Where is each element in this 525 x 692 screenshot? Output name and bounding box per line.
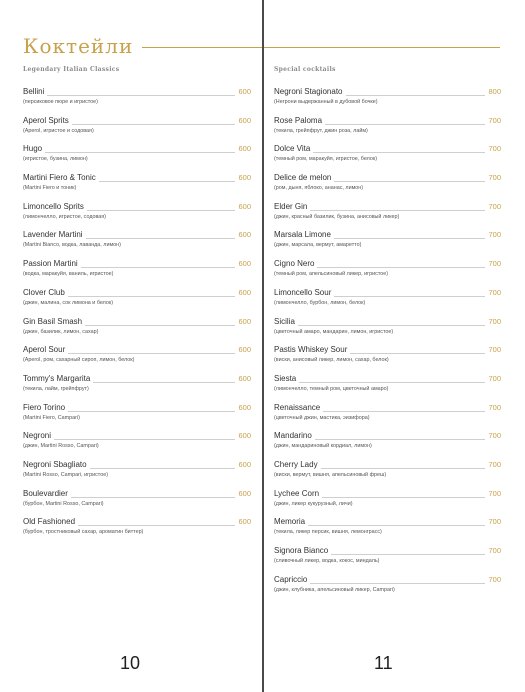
cocktail-name: Negroni Stagionato	[274, 87, 343, 96]
cocktail-name: Signora Bianco	[274, 546, 329, 555]
cocktail-price: 800	[488, 87, 501, 96]
page-title: Коктейли	[23, 34, 134, 58]
cocktail-price: 600	[238, 173, 251, 183]
cocktail-price: 700	[488, 546, 501, 555]
cocktail-description: (темный ром, апельсиновый ликер, игристое)	[274, 271, 389, 278]
dotted-leader	[334, 238, 486, 239]
cocktail-name: Pastis Whiskey Sour	[274, 345, 348, 355]
cocktail-name: Dolce Vita	[274, 144, 311, 154]
dotted-leader	[315, 439, 486, 440]
cocktail-price: 700	[488, 488, 501, 498]
menu-item-row	[23, 373, 251, 384]
cocktail-price: 700	[488, 115, 501, 125]
menu-item	[274, 545, 501, 574]
menu-item-row	[274, 258, 501, 269]
dotted-leader	[334, 296, 485, 297]
cocktail-description: (бурбон, Martini Rosso, Campari)	[23, 500, 104, 507]
menu-item	[274, 316, 501, 345]
menu-item-row	[274, 459, 501, 470]
menu-item	[23, 86, 251, 115]
cocktail-price: 600	[238, 373, 251, 383]
cocktail-description: (джин, марсала, вермут, амаретто)	[274, 242, 362, 249]
cocktail-description: (Martini Fiero и тоник)	[23, 185, 77, 192]
menu-item-row	[23, 258, 251, 269]
page-number-left: 10	[120, 653, 141, 673]
cocktail-price: 700	[488, 287, 501, 297]
menu-item-row	[23, 459, 251, 470]
menu-item	[23, 344, 251, 373]
cocktail-price: 700	[488, 259, 501, 269]
right-page	[264, 0, 525, 692]
cocktail-description: (Martini Bianco, водка, лаванда, лимон)	[23, 242, 121, 249]
cocktail-name: Hugo	[23, 144, 43, 154]
dotted-leader	[54, 439, 235, 440]
menu-item-row	[274, 287, 501, 298]
menu-item	[274, 287, 501, 316]
cocktail-name: Boulevardier	[23, 488, 68, 498]
cocktail-description: (джин, красный базилик, бузина, анисовый ликер)	[274, 213, 400, 220]
menu-item	[274, 115, 501, 144]
section-title-special: Special cocktails	[274, 66, 336, 73]
cocktail-description: (Aperol, игристое и содовая)	[23, 127, 94, 134]
cocktail-name: Marsala Limone	[274, 230, 331, 240]
dotted-leader	[331, 554, 485, 555]
menu-item	[23, 287, 251, 316]
dotted-leader	[308, 525, 485, 526]
cocktail-price: 700	[488, 459, 501, 469]
menu-item-row	[23, 402, 251, 413]
cocktail-price: 600	[238, 230, 251, 240]
cocktail-name: Delice de melon	[274, 173, 332, 183]
cocktail-description: (водка, маракуйя, ваниль, игристое)	[23, 271, 114, 278]
menu-item	[274, 201, 501, 230]
menu-item	[23, 516, 251, 545]
dotted-leader	[325, 124, 485, 125]
cocktail-price: 700	[488, 201, 501, 211]
cocktail-name: Cigno Nero	[274, 259, 315, 269]
dotted-leader	[298, 325, 486, 326]
cocktail-price: 600	[238, 431, 251, 441]
menu-item-row	[274, 172, 501, 183]
dotted-leader	[45, 152, 235, 153]
cocktail-price: 700	[488, 431, 501, 441]
menu-item-row	[274, 201, 501, 212]
menu-item-row	[274, 115, 501, 126]
page-number-right: 11	[374, 653, 393, 673]
cocktail-name: Negroni Sbagliato	[23, 459, 87, 469]
cocktail-description: (виски, анисовый ликер, лимон, сахар, белок)	[274, 357, 389, 364]
cocktail-price: 700	[488, 173, 501, 183]
menu-item	[274, 172, 501, 201]
menu-item	[274, 488, 501, 517]
cocktail-price: 600	[238, 115, 251, 125]
cocktail-price: 700	[488, 144, 501, 154]
dotted-leader	[87, 210, 236, 211]
menu-item	[23, 229, 251, 258]
cocktail-price: 600	[238, 459, 251, 469]
menu-item-row	[23, 201, 251, 212]
dotted-leader	[93, 382, 235, 383]
dotted-leader	[68, 296, 236, 297]
dotted-leader	[71, 497, 236, 498]
cocktail-name: Gin Basil Smash	[23, 316, 83, 326]
menu-item	[23, 115, 251, 144]
menu-item	[274, 402, 501, 431]
cocktail-name: Clover Club	[23, 287, 65, 297]
dotted-leader	[321, 468, 486, 469]
menu-item-row	[274, 488, 501, 499]
cocktail-price: 700	[488, 574, 501, 584]
cocktail-description: (бурбон, тростниковый сахар, ароматин биттер)	[23, 529, 144, 536]
cocktail-price: 700	[488, 373, 501, 383]
cocktail-price: 700	[488, 345, 501, 355]
menu-item	[274, 86, 501, 115]
menu-item	[274, 459, 501, 488]
cocktail-description: (лимончелло, бурбон, лимон, белок)	[274, 299, 366, 306]
cocktail-price: 600	[238, 345, 251, 355]
dotted-leader	[322, 497, 485, 498]
cocktail-price: 700	[488, 230, 501, 240]
cocktail-name: Cherry Lady	[274, 459, 318, 469]
menu-item	[23, 430, 251, 459]
menu-item	[23, 172, 251, 201]
menu-item	[274, 373, 501, 402]
cocktail-name: Negroni	[23, 431, 52, 441]
cocktail-name: Aperol Sprits	[23, 115, 69, 125]
menu-item	[274, 143, 501, 172]
cocktail-description: (игристое, бузина, лимон)	[23, 156, 88, 163]
cocktail-description: (виски, вермут, вишня, апельсиновый фреш)	[274, 471, 387, 478]
cocktail-name: Rose Paloma	[274, 115, 323, 125]
dotted-leader	[310, 210, 485, 211]
dotted-leader	[350, 353, 485, 354]
cocktail-description: (джин, клубника, апельсиновый ликер, Campari)	[274, 586, 395, 593]
cocktail-name: Sicilia	[274, 316, 295, 326]
cocktail-description: (Aperol, ром, сахарный сироп, лимон, белок)	[23, 357, 135, 364]
cocktail-name: Limoncello Sprits	[23, 201, 84, 211]
cocktail-description: (джин, Martini Rosso, Campari)	[23, 443, 99, 450]
menu-item	[274, 258, 501, 287]
menu-item-row	[274, 516, 501, 527]
dotted-leader	[334, 181, 485, 182]
menu-item-row	[274, 430, 501, 441]
cocktail-price: 700	[488, 517, 501, 527]
menu-item-row	[23, 316, 251, 327]
cocktail-name: Capriccio	[274, 574, 308, 584]
menu-item-row	[23, 488, 251, 499]
cocktail-price: 600	[238, 287, 251, 297]
menu-item-row	[274, 86, 501, 97]
dotted-leader	[90, 468, 236, 469]
cocktail-description: (джин, базилик, лимон, сахар)	[23, 328, 99, 335]
menu-item-row	[23, 86, 251, 97]
menu-item-row	[23, 143, 251, 154]
cocktail-description: (Martini Rosso, Campari, игристое)	[23, 471, 108, 478]
cocktail-list-special	[274, 86, 501, 602]
cocktail-price: 700	[488, 402, 501, 412]
cocktail-name: Siesta	[274, 373, 297, 383]
cocktail-name: Lavender Martini	[23, 230, 83, 240]
cocktail-price: 600	[238, 144, 251, 154]
dotted-leader	[310, 583, 485, 584]
menu-item	[23, 143, 251, 172]
menu-item-row	[23, 516, 251, 527]
dotted-leader	[99, 181, 236, 182]
cocktail-name: Lychee Corn	[274, 488, 320, 498]
dotted-leader	[86, 238, 236, 239]
menu-item-row	[23, 172, 251, 183]
cocktail-name: Memoria	[274, 517, 306, 527]
cocktail-price: 600	[238, 517, 251, 527]
menu-item	[274, 516, 501, 545]
cocktail-price: 600	[238, 402, 251, 412]
dotted-leader	[68, 411, 235, 412]
cocktail-description: (цветочный амаро, мандарин, лимон, игристое)	[274, 328, 394, 335]
menu-item-row	[23, 115, 251, 126]
menu-item	[23, 258, 251, 287]
menu-item	[274, 430, 501, 459]
dotted-leader	[78, 525, 235, 526]
cocktail-name: Aperol Sour	[23, 345, 66, 355]
cocktail-description: (темный ром, маракуйя, игристое, белок)	[274, 156, 377, 163]
dotted-leader	[47, 95, 235, 96]
menu-item-row	[23, 287, 251, 298]
section-title-classics: Legendary Italian Classics	[23, 66, 120, 73]
menu-item	[23, 459, 251, 488]
cocktail-description: (джин, мандариновый кордиал, лимон)	[274, 443, 372, 450]
dotted-leader	[68, 353, 235, 354]
menu-item-row	[274, 402, 501, 413]
cocktail-name: Bellini	[23, 87, 45, 96]
dotted-leader	[346, 95, 486, 96]
cocktail-description: (сливочный ликер, водка, кокос, миндаль)	[274, 558, 380, 564]
menu-item-row	[274, 229, 501, 240]
title-rule	[142, 47, 262, 48]
cocktail-price: 600	[238, 259, 251, 269]
cocktail-price: 600	[238, 488, 251, 498]
menu-item	[274, 574, 501, 603]
cocktail-description: (цветочный джин, мастика, эизифора)	[274, 414, 370, 421]
menu-item-row	[274, 545, 501, 556]
menu-item-row	[23, 229, 251, 240]
left-page	[0, 0, 262, 692]
cocktail-description: (персиковое пюре и игристое)	[23, 99, 98, 105]
cocktail-description: (текила, лайм, грейпфрут)	[23, 385, 89, 392]
cocktail-name: Old Fashioned	[23, 517, 76, 527]
cocktail-description: (джин, малина, сок лимона и белок)	[23, 299, 114, 306]
cocktail-description: (текила, ликер персик, вишня, лемонграсс)	[274, 529, 382, 536]
dotted-leader	[313, 152, 485, 153]
title-rule-right	[264, 47, 500, 48]
menu-item	[23, 402, 251, 431]
cocktail-name: Tommy's Margarita	[23, 373, 91, 383]
dotted-leader	[81, 267, 236, 268]
dotted-leader	[323, 411, 485, 412]
cocktail-price: 600	[238, 201, 251, 211]
dotted-leader	[317, 267, 485, 268]
cocktail-name: Renaissance	[274, 402, 321, 412]
menu-item-row	[274, 143, 501, 154]
menu-item	[274, 344, 501, 373]
cocktail-description: (Martini Fiero, Campari)	[23, 414, 80, 421]
dotted-leader	[299, 382, 485, 383]
cocktail-description: (Негрони выдержанный в дубовой бочке)	[274, 99, 378, 105]
cocktail-name: Limoncello Sour	[274, 287, 332, 297]
cocktail-description: (лимончелло, темный ром, цветочный амаро)	[274, 385, 389, 392]
menu-item-row	[274, 373, 501, 384]
menu-item	[23, 201, 251, 230]
menu-item	[23, 316, 251, 345]
cocktail-name: Fiero Torino	[23, 402, 66, 412]
cocktail-name: Elder Gin	[274, 201, 308, 211]
menu-item-row	[274, 574, 501, 585]
cocktail-description: (ром, дыня, яблоко, ананас, лимон)	[274, 185, 364, 192]
menu-item-row	[274, 344, 501, 355]
menu-item-row	[23, 344, 251, 355]
cocktail-price: 700	[488, 316, 501, 326]
cocktail-description: (джин, ликер кукурузный, личи)	[274, 500, 353, 507]
dotted-leader	[85, 325, 235, 326]
menu-item	[274, 229, 501, 258]
cocktail-list-classics	[23, 86, 251, 545]
cocktail-description: (текила, грейпфрут, джин роза, лайм)	[274, 127, 368, 134]
menu-item-row	[23, 430, 251, 441]
menu-item	[23, 488, 251, 517]
cocktail-name: Passion Martini	[23, 259, 78, 269]
cocktail-name: Mandarino	[274, 431, 312, 441]
cocktail-price: 600	[238, 316, 251, 326]
menu-item-row	[274, 316, 501, 327]
cocktail-price: 600	[238, 87, 251, 96]
menu-item	[23, 373, 251, 402]
cocktail-description: (лимончелло, игристое, содовая)	[23, 213, 106, 220]
cocktail-name: Martini Fiero & Tonic	[23, 173, 96, 183]
dotted-leader	[72, 124, 236, 125]
